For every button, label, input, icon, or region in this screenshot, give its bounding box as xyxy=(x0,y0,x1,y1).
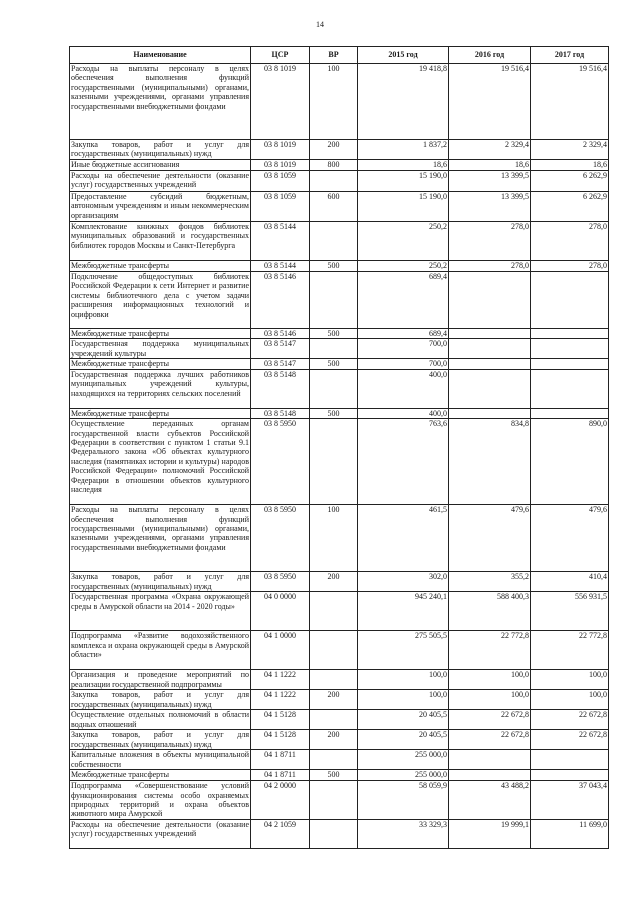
cell-2017: 11 699,0 xyxy=(531,819,609,848)
cell-2015: 461,5 xyxy=(358,505,449,572)
cell-vr xyxy=(310,592,358,631)
cell-2016: 22 672,8 xyxy=(449,710,531,730)
cell-name: Государственная поддержка лучших работников муниципальных учреждений культуры, находящихся на территориях сельских поселений xyxy=(70,369,251,408)
cell-csr: 03 8 5144 xyxy=(251,261,310,272)
table-row xyxy=(70,690,609,710)
cell-2015: 763,6 xyxy=(358,419,449,505)
cell-2017: 410,4 xyxy=(531,572,609,592)
cell-csr: 03 8 1059 xyxy=(251,192,310,222)
cell-2017: 22 772,8 xyxy=(531,631,609,670)
cell-2016: 13 399,5 xyxy=(449,192,531,222)
cell-2016: 19 999,1 xyxy=(449,819,531,848)
cell-name: Государственная программа «Охрана окружающей среды в Амурской области на 2014 - 2020 годы» xyxy=(70,592,251,631)
table-row xyxy=(70,572,609,592)
cell-2015: 33 329,3 xyxy=(358,819,449,848)
cell-2016: 100,0 xyxy=(449,670,531,690)
cell-name: Межбюджетные трансферты xyxy=(70,329,251,339)
cell-2017: 556 931,5 xyxy=(531,592,609,631)
cell-vr xyxy=(310,750,358,770)
cell-2015: 100,0 xyxy=(358,690,449,710)
cell-2016 xyxy=(449,408,531,418)
cell-2017: 2 329,4 xyxy=(531,140,609,160)
cell-2017 xyxy=(531,408,609,418)
cell-2017: 479,6 xyxy=(531,505,609,572)
cell-2015: 945 240,1 xyxy=(358,592,449,631)
cell-vr: 500 xyxy=(310,359,358,369)
cell-2016: 13 399,5 xyxy=(449,171,531,192)
table-row xyxy=(70,592,609,631)
cell-name: Капитальные вложения в объекты муниципальной собственности xyxy=(71,750,249,769)
cell-2017: 19 516,4 xyxy=(531,64,609,140)
cell-csr: 03 8 5148 xyxy=(251,408,310,418)
cell-2017: 100,0 xyxy=(531,670,609,690)
header-2015: 2015 год xyxy=(358,47,449,64)
header-csr: ЦСР xyxy=(251,47,310,64)
table-row xyxy=(70,710,609,730)
cell-2017: 6 262,9 xyxy=(531,171,609,192)
cell-2015: 19 418,8 xyxy=(358,64,449,140)
cell-2015: 250,2 xyxy=(358,261,449,272)
cell-2017: 22 672,8 xyxy=(531,710,609,730)
cell-2015: 250,2 xyxy=(358,222,449,261)
cell-name: Иные бюджетные ассигнования xyxy=(70,160,251,171)
cell-2017 xyxy=(531,750,609,770)
cell-vr xyxy=(310,710,358,730)
cell-name: Закупка товаров, работ и услуг для государственных (муниципальных) нужд xyxy=(71,140,249,159)
cell-vr xyxy=(310,369,358,408)
cell-vr xyxy=(310,339,358,359)
cell-vr: 200 xyxy=(310,572,358,592)
table-row xyxy=(70,670,609,690)
cell-name: Предоставление субсидий бюджетным, автономным учреждениям и иным некоммерческим организациям xyxy=(71,192,249,220)
cell-name: Межбюджетные трансферты xyxy=(70,359,251,369)
table-row xyxy=(70,64,609,140)
cell-vr: 200 xyxy=(310,730,358,750)
cell-2015: 275 505,5 xyxy=(358,631,449,670)
cell-csr: 04 0 0000 xyxy=(251,592,310,631)
cell-2016: 22 772,8 xyxy=(449,631,531,670)
cell-csr: 03 8 1019 xyxy=(251,140,310,160)
cell-2016: 22 672,8 xyxy=(449,730,531,750)
table-row xyxy=(70,419,609,505)
cell-2016 xyxy=(449,359,531,369)
cell-2015: 18,6 xyxy=(358,160,449,171)
cell-2015: 689,4 xyxy=(358,272,449,329)
cell-vr: 500 xyxy=(310,770,358,781)
cell-2015: 15 190,0 xyxy=(358,192,449,222)
cell-2017 xyxy=(531,272,609,329)
cell-csr: 03 8 5144 xyxy=(251,222,310,261)
table-row xyxy=(70,339,609,359)
cell-2017: 890,0 xyxy=(531,419,609,505)
table-row xyxy=(70,408,609,418)
cell-vr: 800 xyxy=(310,160,358,171)
cell-name: Государственная поддержка муниципальных учреждений культуры xyxy=(71,339,249,358)
cell-csr: 04 1 8711 xyxy=(251,750,310,770)
table-row xyxy=(70,160,609,171)
cell-csr: 04 1 5128 xyxy=(251,710,310,730)
cell-name: Межбюджетные трансферты xyxy=(70,408,251,418)
cell-csr: 03 8 5146 xyxy=(251,272,310,329)
table-row xyxy=(70,781,609,820)
cell-vr xyxy=(310,670,358,690)
cell-name: Организация и проведение мероприятий по реализации государственной подпрограммы xyxy=(71,670,249,689)
cell-csr: 03 8 5950 xyxy=(251,505,310,572)
table-row xyxy=(70,222,609,261)
table-row xyxy=(70,750,609,770)
cell-name: Подключение общедоступных библиотек Российской Федерации к сети Интернет и развитие системы библиотечного дела с учетом задачи расширения информационных технологий и оцифровки xyxy=(70,272,251,329)
cell-name: Подпрограмма «Совершенствование условий функционирования системы особо охраняемых природных территорий и охрана объектов животного мира Амурской xyxy=(71,781,249,819)
cell-vr: 100 xyxy=(310,64,358,140)
table-row xyxy=(70,359,609,369)
cell-2016: 43 488,2 xyxy=(449,781,531,820)
table-row xyxy=(70,272,609,329)
table-header-row xyxy=(70,47,609,64)
cell-2015: 255 000,0 xyxy=(358,750,449,770)
cell-2017 xyxy=(531,770,609,781)
cell-2017: 22 672,8 xyxy=(531,730,609,750)
table-row xyxy=(70,140,609,160)
cell-2017: 37 043,4 xyxy=(531,781,609,820)
cell-2016: 355,2 xyxy=(449,572,531,592)
cell-2016: 834,8 xyxy=(449,419,531,505)
cell-2015: 302,0 xyxy=(358,572,449,592)
cell-name: Расходы на выплаты персоналу в целях обеспечения выполнения функций государственными (муниципальными) органами, казенными учреждениями, органами управления государственными внебюджетными фондами xyxy=(70,505,251,572)
cell-csr: 03 8 5950 xyxy=(251,572,310,592)
cell-vr: 200 xyxy=(310,140,358,160)
cell-name: Расходы на выплаты персоналу в целях обеспечения выполнения функций государственными (муниципальными) органами, казенными учреждениями, органами управления государственными внебюджетными фондами xyxy=(70,64,251,140)
table-row xyxy=(70,329,609,339)
cell-2017 xyxy=(531,369,609,408)
cell-2017 xyxy=(531,329,609,339)
cell-2015: 700,0 xyxy=(358,339,449,359)
cell-csr: 03 8 5147 xyxy=(251,339,310,359)
table-row xyxy=(70,505,609,572)
cell-2016 xyxy=(449,770,531,781)
header-vr: ВР xyxy=(310,47,358,64)
cell-2015: 689,4 xyxy=(358,329,449,339)
page-number: 14 xyxy=(316,20,324,29)
cell-2017 xyxy=(531,359,609,369)
cell-2017: 278,0 xyxy=(531,261,609,272)
cell-2015: 20 405,5 xyxy=(358,710,449,730)
cell-name: Комплектование книжных фондов библиотек муниципальных образований и государственных библиотек городов Москвы и Санкт-Петербурга xyxy=(70,222,251,261)
cell-2015: 100,0 xyxy=(358,670,449,690)
table-row xyxy=(70,192,609,222)
cell-2015: 15 190,0 xyxy=(358,171,449,192)
table-row xyxy=(70,819,609,848)
cell-2015: 400,0 xyxy=(358,369,449,408)
cell-csr: 03 8 5146 xyxy=(251,329,310,339)
cell-2016: 19 516,4 xyxy=(449,64,531,140)
cell-csr: 04 1 5128 xyxy=(251,730,310,750)
cell-vr xyxy=(310,631,358,670)
cell-vr: 500 xyxy=(310,329,358,339)
cell-csr: 04 1 8711 xyxy=(251,770,310,781)
cell-name: Расходы на обеспечение деятельности (оказание услуг) государственных учреждений xyxy=(70,171,251,192)
header-2016: 2016 год xyxy=(449,47,531,64)
cell-2016 xyxy=(449,369,531,408)
cell-csr: 03 8 5147 xyxy=(251,359,310,369)
cell-2015: 400,0 xyxy=(358,408,449,418)
cell-csr: 04 1 1222 xyxy=(251,670,310,690)
cell-2015: 1 837,2 xyxy=(358,140,449,160)
cell-2015: 58 059,9 xyxy=(358,781,449,820)
cell-csr: 04 1 0000 xyxy=(251,631,310,670)
cell-2016: 2 329,4 xyxy=(449,140,531,160)
cell-2016: 479,6 xyxy=(449,505,531,572)
cell-csr: 04 1 1222 xyxy=(251,690,310,710)
cell-name: Осуществление отдельных полномочий в области водных отношений xyxy=(71,710,249,729)
cell-csr: 03 8 5950 xyxy=(251,419,310,505)
cell-vr xyxy=(310,222,358,261)
cell-2016: 18,6 xyxy=(449,160,531,171)
cell-vr xyxy=(310,781,358,820)
cell-2016: 100,0 xyxy=(449,690,531,710)
header-2017: 2017 год xyxy=(531,47,609,64)
cell-vr xyxy=(310,819,358,848)
cell-2017: 18,6 xyxy=(531,160,609,171)
cell-2017: 6 262,9 xyxy=(531,192,609,222)
cell-vr: 200 xyxy=(310,690,358,710)
table-row xyxy=(70,631,609,670)
cell-2016 xyxy=(449,750,531,770)
cell-vr xyxy=(310,171,358,192)
cell-name: Подпрограмма «Развитие водохозяйственного комплекса и охрана окружающей среды в Амурской области» xyxy=(70,631,251,670)
cell-name: Межбюджетные трансферты xyxy=(70,770,251,781)
budget-table xyxy=(69,46,609,849)
header-name: Наименование xyxy=(70,47,251,64)
cell-name: Осуществление переданных органам государственной власти субъектов Российской Федерации в соответствии с пунктом 1 статьи 9.1 Федерального закона «Об объектах культурного наследия (памятниках истории и культуры) народов Российской Федерации» полномочий Российской Федерации в отношении объектов культурного наследия xyxy=(70,419,251,505)
cell-2016 xyxy=(449,272,531,329)
cell-2015: 20 405,5 xyxy=(358,730,449,750)
table-row xyxy=(70,770,609,781)
cell-csr: 04 2 1059 xyxy=(251,819,310,848)
cell-2016 xyxy=(449,329,531,339)
cell-vr: 500 xyxy=(310,408,358,418)
cell-csr: 03 8 5148 xyxy=(251,369,310,408)
cell-2015: 700,0 xyxy=(358,359,449,369)
cell-name: Закупка товаров, работ и услуг для государственных (муниципальных) нужд xyxy=(71,730,249,749)
cell-vr xyxy=(310,272,358,329)
cell-name: Закупка товаров, работ и услуг для государственных (муниципальных) нужд xyxy=(71,572,249,591)
cell-2017: 278,0 xyxy=(531,222,609,261)
cell-2017: 100,0 xyxy=(531,690,609,710)
cell-name: Закупка товаров, работ и услуг для государственных (муниципальных) нужд xyxy=(71,690,249,709)
cell-name: Расходы на обеспечение деятельности (оказание услуг) государственных учреждений xyxy=(70,819,251,848)
cell-csr: 04 2 0000 xyxy=(251,781,310,820)
cell-2016 xyxy=(449,339,531,359)
table-row xyxy=(70,369,609,408)
cell-csr: 03 8 1059 xyxy=(251,171,310,192)
cell-2016: 278,0 xyxy=(449,222,531,261)
cell-2017 xyxy=(531,339,609,359)
cell-name: Межбюджетные трансферты xyxy=(70,261,251,272)
cell-vr: 100 xyxy=(310,505,358,572)
table-row xyxy=(70,730,609,750)
cell-2016: 588 400,3 xyxy=(449,592,531,631)
table-row xyxy=(70,171,609,192)
cell-vr: 600 xyxy=(310,192,358,222)
cell-2015: 255 000,0 xyxy=(358,770,449,781)
cell-csr: 03 8 1019 xyxy=(251,64,310,140)
cell-csr: 03 8 1019 xyxy=(251,160,310,171)
cell-vr: 500 xyxy=(310,261,358,272)
cell-vr xyxy=(310,419,358,505)
cell-2016: 278,0 xyxy=(449,261,531,272)
table-row xyxy=(70,261,609,272)
